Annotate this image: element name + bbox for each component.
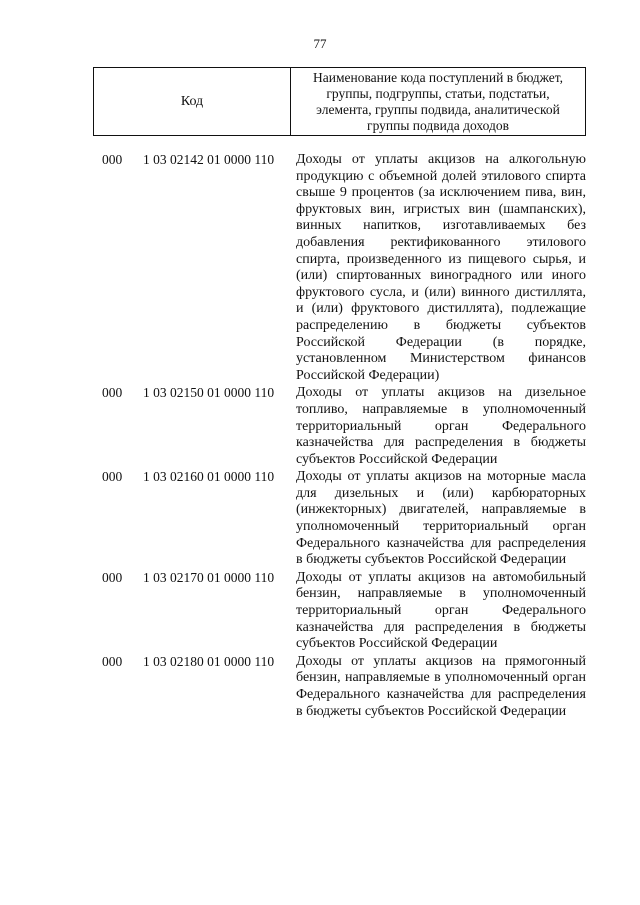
admin-code: 000 [102,569,123,585]
header-code-column: Код [94,68,291,135]
table-row [0,469,640,569]
revenue-code: 1 03 02150 01 0000 110 [143,385,275,401]
revenue-code: 1 03 02142 01 0000 110 [143,152,275,167]
admin-code: 000 [102,152,123,167]
table-row [0,654,640,720]
revenue-code: 1 03 02170 01 0000 110 [143,569,275,585]
admin-code: 000 [102,653,123,669]
header-name-column: Наименование кода поступлений в бюджет, группы, подгруппы, статьи, подстатьи, элемента, группы подвида, аналитической группы подвида доходов [312,69,563,133]
table-row [0,385,640,468]
page-number: 77 [313,36,327,51]
table-header [93,67,586,136]
table-row [0,570,640,653]
revenue-code: 1 03 02160 01 0000 110 [143,469,275,485]
revenue-description: Доходы от уплаты акцизов на моторные масла для дизельных и (или) карбюраторных (инжекторных) двигателей, направляемые в уполномоченный территориальный орган Федерального казначейства для распределения в бюджеты субъектов Российской Федерации [296,469,586,568]
revenue-code: 1 03 02180 01 0000 110 [143,653,275,669]
revenue-description: Доходы от уплаты акцизов на алкогольную продукцию с объемной долей этилового спирта свыше 9 процентов (за исключением пива, вин, фруктовых вин, игристых вин (шампанских), винных напитков, изготавливаемых без добавления ректификованного этилового спирта, произведенного из пищевого сырья, и (или) спиртованных виноградного или иного фруктового сусла, и (или) винного дистиллята, и (или) фруктового дистиллята), подлежащие распределению в бюджеты субъектов Российской Федерации (в порядке, установленном Министерством финансов Российской Федерации) [296,152,586,383]
admin-code: 000 [102,469,123,485]
admin-code: 000 [102,385,123,401]
table-row [0,152,640,384]
revenue-code-list [0,152,640,720]
revenue-description: Доходы от уплаты акцизов на автомобильный бензин, направляемые в уполномоченный территориальный орган Федерального казначейства для распределения в бюджеты субъектов Российской Федерации [296,569,586,652]
revenue-description: Доходы от уплаты акцизов на прямогонный бензин, направляемые в уполномоченный орган Федерального казначейства для распределения в бюджеты субъектов Российской Федерации [296,653,586,719]
revenue-description: Доходы от уплаты акцизов на дизельное топливо, направляемые в уполномоченный территориальный орган Федерального казначейства для распределения в бюджеты субъектов Российской Федерации [296,385,586,467]
